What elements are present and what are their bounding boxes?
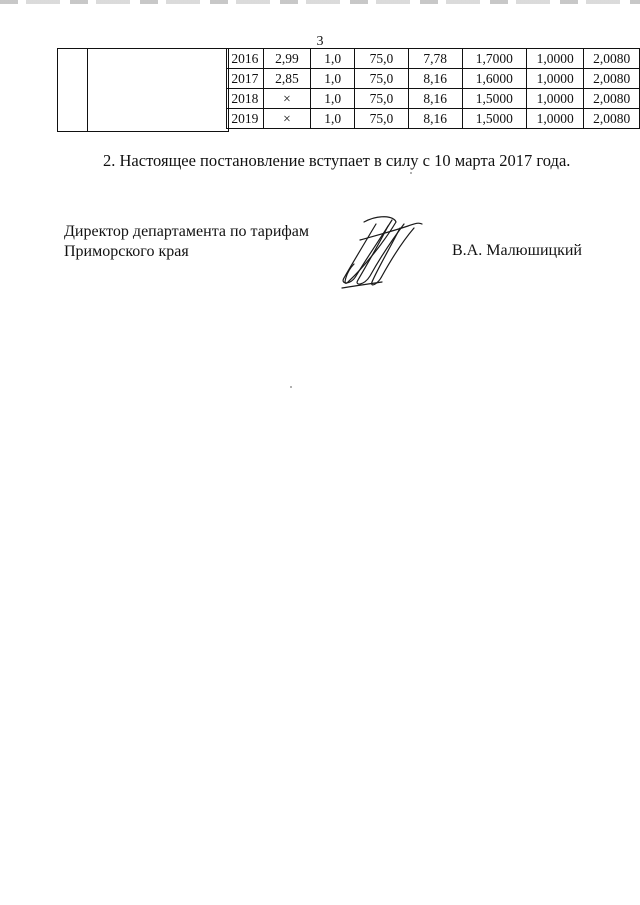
cell-value: 1,0 bbox=[311, 69, 355, 89]
cell-value: 75,0 bbox=[355, 69, 408, 89]
signer-title-line: Директор департамента по тарифам bbox=[64, 223, 309, 240]
cell-value: 2,0080 bbox=[584, 69, 640, 89]
cell-value: 2,0080 bbox=[584, 109, 640, 129]
cell-value: 1,0000 bbox=[526, 49, 583, 69]
table-row bbox=[227, 89, 640, 109]
cell-year: 2016 bbox=[227, 49, 264, 69]
cell-value: 1,0 bbox=[311, 109, 355, 129]
cell-value: 1,0000 bbox=[526, 89, 583, 109]
cell-year: 2017 bbox=[227, 69, 264, 89]
cell-value: 2,0080 bbox=[584, 89, 640, 109]
page-number: 3 bbox=[316, 34, 324, 49]
table-merged-cell-number bbox=[57, 48, 88, 132]
cell-value: 2,0080 bbox=[584, 49, 640, 69]
table-merged-cell-name bbox=[87, 48, 229, 132]
clause-effective-date: 2. Настоящее постановление вступает в силу с 10 марта 2017 года. bbox=[103, 151, 571, 170]
cell-value: 2,99 bbox=[263, 49, 310, 69]
scan-speck bbox=[410, 172, 412, 174]
cell-value: 1,5000 bbox=[462, 89, 526, 109]
scan-speck bbox=[290, 386, 292, 388]
cell-value: 1,0000 bbox=[526, 109, 583, 129]
cell-value: 8,16 bbox=[408, 89, 462, 109]
tariff-table bbox=[226, 48, 640, 129]
signer-title-line: Приморского края bbox=[64, 243, 189, 260]
cell-value: 75,0 bbox=[355, 109, 408, 129]
cell-value: 2,85 bbox=[263, 69, 310, 89]
cell-value: 1,0000 bbox=[526, 69, 583, 89]
cell-year: 2018 bbox=[227, 89, 264, 109]
cell-value: × bbox=[263, 89, 310, 109]
cell-value: 1,0 bbox=[311, 49, 355, 69]
signer-title bbox=[64, 222, 309, 262]
cell-value: 1,7000 bbox=[462, 49, 526, 69]
cell-value: 1,0 bbox=[311, 89, 355, 109]
cell-value: 8,16 bbox=[408, 109, 462, 129]
cell-value: 75,0 bbox=[355, 49, 408, 69]
table-row bbox=[227, 49, 640, 69]
cell-value: 8,16 bbox=[408, 69, 462, 89]
cell-value: 7,78 bbox=[408, 49, 462, 69]
cell-value: 75,0 bbox=[355, 89, 408, 109]
table-row bbox=[227, 109, 640, 129]
cell-year: 2019 bbox=[227, 109, 264, 129]
handwritten-signature bbox=[334, 212, 424, 292]
signer-name: В.А. Малюшицкий bbox=[452, 242, 582, 259]
scan-edge-artifact bbox=[0, 0, 640, 4]
cell-value: 1,6000 bbox=[462, 69, 526, 89]
table-row bbox=[227, 69, 640, 89]
cell-value: × bbox=[263, 109, 310, 129]
cell-value: 1,5000 bbox=[462, 109, 526, 129]
table-left-merged-cells bbox=[57, 48, 227, 132]
